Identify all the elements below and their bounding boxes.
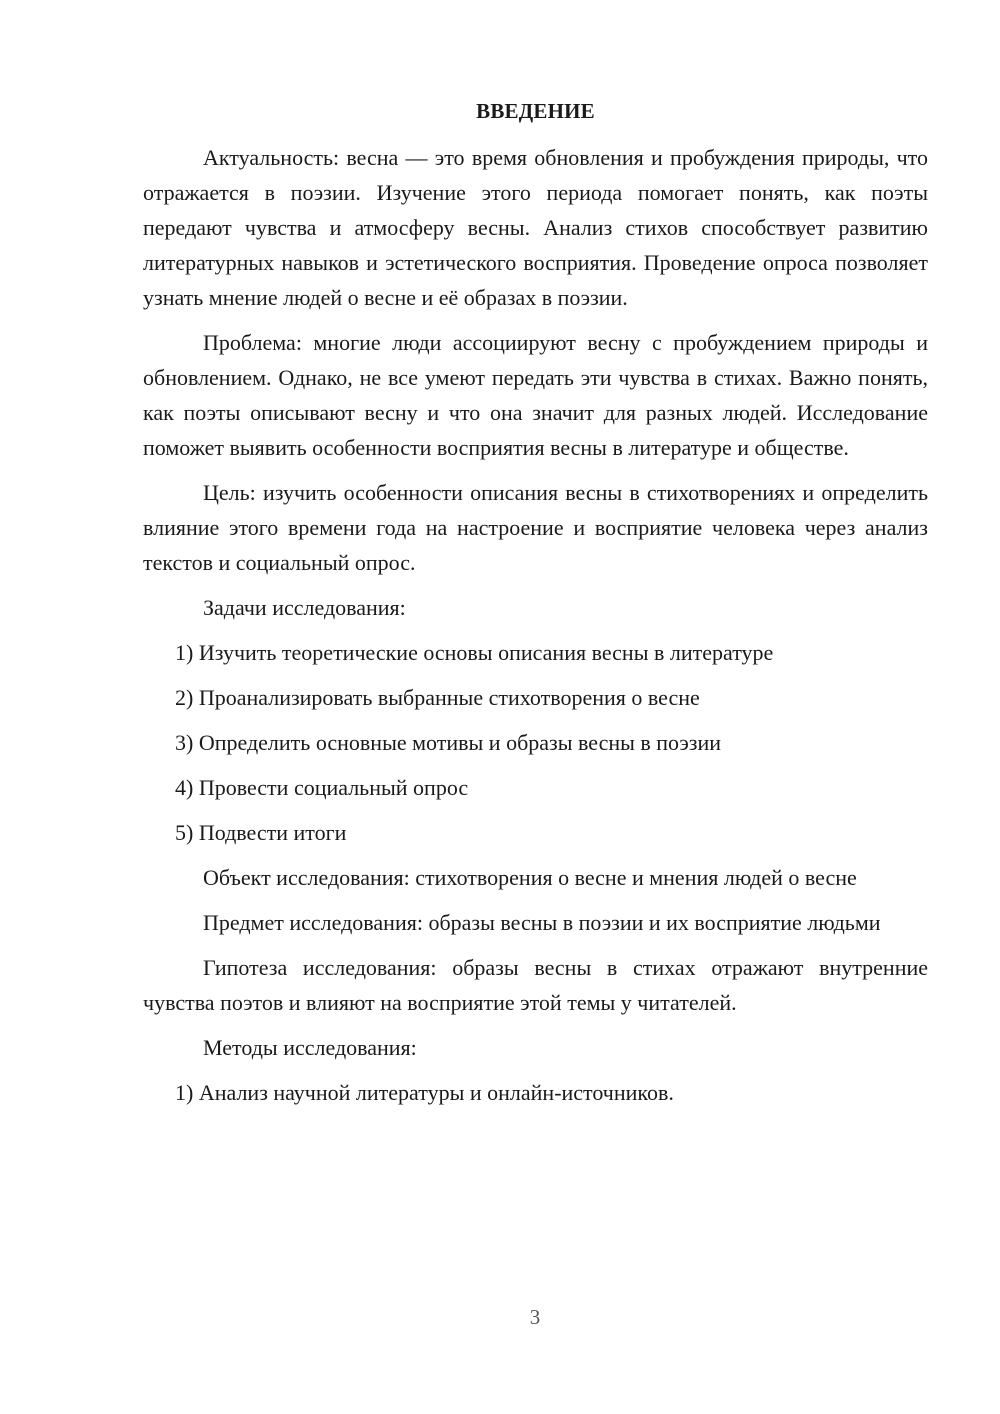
hypothesis-paragraph: Гипотеза исследования: образы весны в стихах отражают внутренние чувства поэтов и влияют на восприятие этой темы у читателей. [143, 955, 928, 1015]
goal-paragraph: Цель: изучить особенности описания весны в стихотворениях и определить влияние этого времени года на настроение и восприятие человека через анализ текстов и социальный опрос. [143, 480, 928, 575]
tasks-label: Задачи исследования: [203, 595, 406, 620]
task-item-2: 2) Проанализировать выбранные стихотворения о весне [175, 685, 700, 710]
task-item-3: 3) Определить основные мотивы и образы весны в поэзии [175, 730, 722, 755]
relevance-paragraph: Актуальность: весна — это время обновления и пробуждения природы, что отражается в поэзии. Изучение этого периода помогает понять, как поэты передают чувства и атмосферу весны. Анализ стихов способствует развитию литературных навыков и эстетического восприятия. Проведение опроса позволяет узнать мнение людей о весне и её образах в поэзии. [143, 145, 928, 310]
page-content [143, 96, 928, 1120]
object-paragraph: Объект исследования: стихотворения о весне и мнения людей о весне [203, 865, 857, 890]
methods-label: Методы исследования: [203, 1035, 417, 1060]
task-item-1: 1) Изучить теоретические основы описания весны в литературе [175, 640, 774, 665]
page-number: 3 [529, 1305, 541, 1329]
problem-paragraph: Проблема: многие люди ассоциируют весну с пробуждением природы и обновлением. Однако, не все умеют передать эти чувства в стихах. Важно понять, как поэты описывают весну и что она значит для разных людей. Исследование поможет выявить особенности восприятия весны в литературе и обществе. [143, 330, 928, 460]
section-title: ВВЕДЕНИЕ [476, 99, 595, 123]
subject-paragraph: Предмет исследования: образы весны в поэзии и их восприятие людьми [203, 910, 881, 935]
task-item-5: 5) Подвести итоги [175, 820, 347, 845]
method-item-1: 1) Анализ научной литературы и онлайн-источников. [175, 1080, 674, 1105]
task-item-4: 4) Провести социальный опрос [175, 775, 469, 800]
